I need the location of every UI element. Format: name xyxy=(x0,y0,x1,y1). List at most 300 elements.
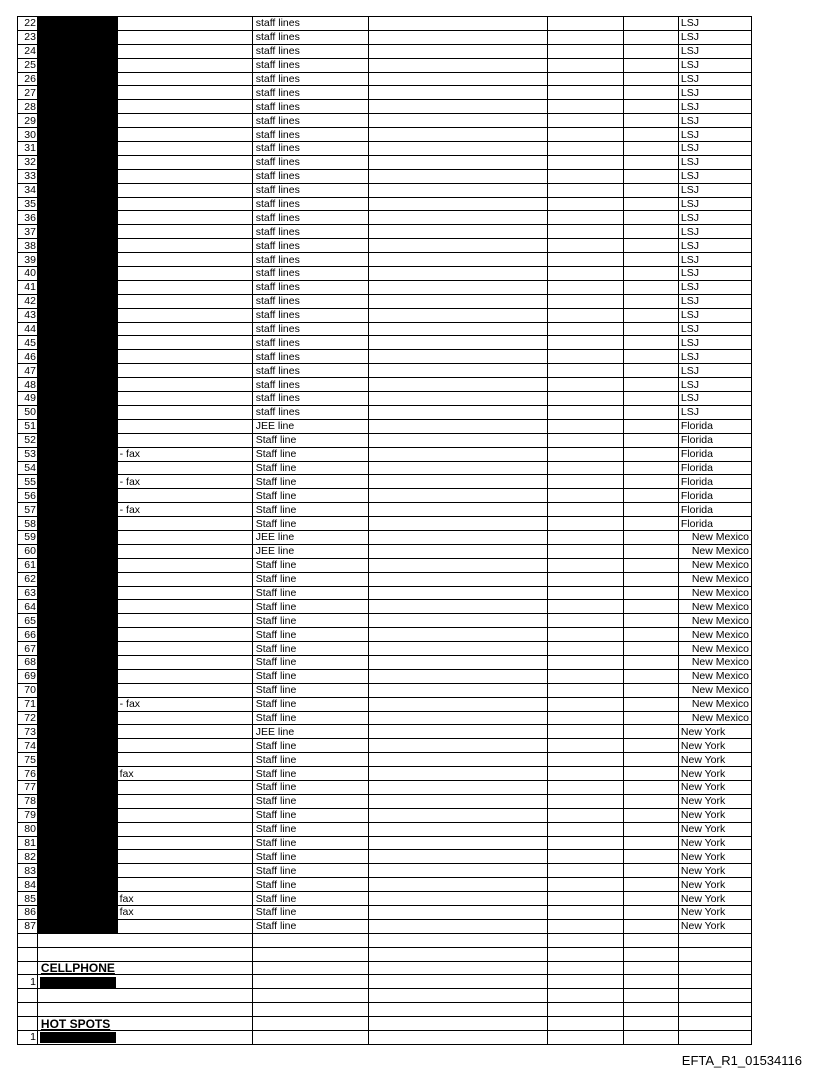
redacted-name xyxy=(37,711,117,725)
blank-cell xyxy=(18,933,38,947)
table-row xyxy=(18,517,752,531)
table-row xyxy=(18,822,752,836)
blank-cell xyxy=(623,336,678,350)
location: LSJ xyxy=(678,86,751,100)
blank-cell xyxy=(18,1017,38,1031)
table-row xyxy=(18,183,752,197)
row-note xyxy=(117,739,252,753)
line-type: staff lines xyxy=(252,100,368,114)
table-row xyxy=(18,767,752,781)
row-note xyxy=(117,836,252,850)
blank-cell xyxy=(368,780,547,794)
row-note xyxy=(117,211,252,225)
row-note xyxy=(117,878,252,892)
blank-cell xyxy=(368,989,547,1003)
row-note: - fax xyxy=(117,697,252,711)
line-type: staff lines xyxy=(252,169,368,183)
blank-cell xyxy=(368,142,547,156)
line-type: JEE line xyxy=(252,544,368,558)
line-type: Staff line xyxy=(252,739,368,753)
redacted-name xyxy=(37,864,117,878)
blank-cell xyxy=(368,294,547,308)
location: New Mexico xyxy=(678,544,751,558)
row-note xyxy=(117,378,252,392)
blank-cell xyxy=(368,572,547,586)
table-row xyxy=(18,572,752,586)
line-type: staff lines xyxy=(252,86,368,100)
blank-cell xyxy=(548,919,623,933)
redacted-name xyxy=(37,544,117,558)
location: Florida xyxy=(678,433,751,447)
blank-cell xyxy=(623,239,678,253)
location: New Mexico xyxy=(678,614,751,628)
blank-cell xyxy=(18,961,38,975)
location: LSJ xyxy=(678,322,751,336)
blank-cell xyxy=(678,1031,751,1045)
row-number: 53 xyxy=(18,447,38,461)
blank-row xyxy=(18,989,752,1003)
line-type: staff lines xyxy=(252,30,368,44)
row-note xyxy=(117,614,252,628)
table-row xyxy=(18,864,752,878)
line-type: staff lines xyxy=(252,350,368,364)
redacted-name xyxy=(37,669,117,683)
row-number: 41 xyxy=(18,280,38,294)
blank-cell xyxy=(623,669,678,683)
location: Florida xyxy=(678,489,751,503)
table-row xyxy=(18,780,752,794)
blank-cell xyxy=(548,767,623,781)
location: New Mexico xyxy=(678,711,751,725)
table-row xyxy=(18,211,752,225)
blank-cell xyxy=(623,308,678,322)
location: New York xyxy=(678,739,751,753)
row-note xyxy=(117,350,252,364)
blank-cell xyxy=(368,17,547,31)
blank-cell xyxy=(623,780,678,794)
row-number: 35 xyxy=(18,197,38,211)
table-row xyxy=(18,850,752,864)
row-number: 52 xyxy=(18,433,38,447)
redacted-name xyxy=(37,142,117,156)
redaction-bar xyxy=(40,977,116,988)
blank-cell xyxy=(548,58,623,72)
blank-cell xyxy=(623,558,678,572)
blank-cell xyxy=(623,739,678,753)
row-note xyxy=(117,489,252,503)
row-number: 29 xyxy=(18,114,38,128)
blank-cell xyxy=(252,989,368,1003)
row-note xyxy=(117,225,252,239)
location: LSJ xyxy=(678,17,751,31)
blank-cell xyxy=(368,100,547,114)
location: LSJ xyxy=(678,308,751,322)
blank-cell xyxy=(368,906,547,920)
location: LSJ xyxy=(678,225,751,239)
redacted-name xyxy=(37,30,117,44)
blank-cell xyxy=(368,1003,547,1017)
location: New York xyxy=(678,919,751,933)
blank-cell xyxy=(548,711,623,725)
table-row xyxy=(18,364,752,378)
row-note xyxy=(117,100,252,114)
row-number: 83 xyxy=(18,864,38,878)
blank-cell xyxy=(548,405,623,419)
blank-cell xyxy=(623,975,678,989)
row-note xyxy=(117,280,252,294)
table-row xyxy=(18,128,752,142)
location: Florida xyxy=(678,419,751,433)
blank-cell xyxy=(548,1017,623,1031)
blank-cell xyxy=(368,44,547,58)
location: New York xyxy=(678,753,751,767)
blank-cell xyxy=(368,169,547,183)
location: New Mexico xyxy=(678,697,751,711)
row-note xyxy=(117,642,252,656)
table-row xyxy=(18,669,752,683)
row-note xyxy=(117,530,252,544)
row-number: 67 xyxy=(18,642,38,656)
location: New York xyxy=(678,836,751,850)
location: LSJ xyxy=(678,392,751,406)
blank-cell xyxy=(548,739,623,753)
line-type: Staff line xyxy=(252,780,368,794)
row-note xyxy=(117,544,252,558)
location: New Mexico xyxy=(678,586,751,600)
blank-cell xyxy=(623,906,678,920)
line-type: staff lines xyxy=(252,72,368,86)
redacted-name xyxy=(37,197,117,211)
blank-cell xyxy=(368,850,547,864)
location: LSJ xyxy=(678,239,751,253)
blank-cell xyxy=(623,142,678,156)
table-row xyxy=(18,433,752,447)
row-note xyxy=(117,405,252,419)
row-number: 46 xyxy=(18,350,38,364)
blank-cell xyxy=(623,44,678,58)
redacted-name xyxy=(37,392,117,406)
blank-cell xyxy=(623,544,678,558)
blank-cell xyxy=(623,517,678,531)
table-row xyxy=(18,30,752,44)
redacted-name xyxy=(37,308,117,322)
line-type: staff lines xyxy=(252,322,368,336)
redacted-name xyxy=(37,336,117,350)
blank-cell xyxy=(368,225,547,239)
row-note xyxy=(117,267,252,281)
cellphone-section-header xyxy=(18,961,752,975)
blank-cell xyxy=(623,461,678,475)
row-number: 32 xyxy=(18,155,38,169)
hotspots-section-header xyxy=(18,1017,752,1031)
row-note xyxy=(117,30,252,44)
blank-cell xyxy=(548,600,623,614)
location: New Mexico xyxy=(678,669,751,683)
redacted-name xyxy=(37,447,117,461)
location: New York xyxy=(678,878,751,892)
blank-cell xyxy=(368,253,547,267)
line-type: staff lines xyxy=(252,183,368,197)
table-row xyxy=(18,419,752,433)
blank-cell xyxy=(548,530,623,544)
row-note xyxy=(117,197,252,211)
blank-cell xyxy=(368,267,547,281)
row-number: 79 xyxy=(18,808,38,822)
location: LSJ xyxy=(678,72,751,86)
redacted-name xyxy=(37,725,117,739)
blank-row xyxy=(18,933,752,947)
redacted-name xyxy=(37,461,117,475)
line-type: Staff line xyxy=(252,614,368,628)
blank-cell xyxy=(368,600,547,614)
blank-cell xyxy=(678,975,751,989)
line-type: Staff line xyxy=(252,850,368,864)
blank-cell xyxy=(548,753,623,767)
blank-cell xyxy=(548,975,623,989)
table-row xyxy=(18,530,752,544)
line-type: Staff line xyxy=(252,697,368,711)
redacted-name xyxy=(37,280,117,294)
row-note xyxy=(117,822,252,836)
blank-cell xyxy=(368,947,547,961)
blank-cell xyxy=(623,364,678,378)
location: LSJ xyxy=(678,350,751,364)
line-type: Staff line xyxy=(252,475,368,489)
blank-cell xyxy=(548,725,623,739)
table-row xyxy=(18,544,752,558)
blank-cell xyxy=(252,1003,368,1017)
blank-cell xyxy=(548,780,623,794)
table-row xyxy=(18,225,752,239)
line-type: JEE line xyxy=(252,530,368,544)
row-number: 84 xyxy=(18,878,38,892)
blank-cell xyxy=(37,947,252,961)
blank-cell xyxy=(368,30,547,44)
row-number: 81 xyxy=(18,836,38,850)
redacted-name xyxy=(37,155,117,169)
blank-cell xyxy=(368,405,547,419)
row-note xyxy=(117,364,252,378)
row-note xyxy=(117,655,252,669)
blank-cell xyxy=(548,1003,623,1017)
cellphone-row xyxy=(18,975,752,989)
blank-cell xyxy=(678,1017,751,1031)
location: New Mexico xyxy=(678,530,751,544)
row-note: fax xyxy=(117,906,252,920)
line-type: Staff line xyxy=(252,892,368,906)
row-number: 27 xyxy=(18,86,38,100)
blank-cell xyxy=(368,892,547,906)
blank-cell xyxy=(368,919,547,933)
blank-cell xyxy=(623,767,678,781)
blank-cell xyxy=(368,336,547,350)
blank-cell xyxy=(368,322,547,336)
row-note xyxy=(117,669,252,683)
row-number: 70 xyxy=(18,683,38,697)
blank-cell xyxy=(368,586,547,600)
blank-cell xyxy=(548,683,623,697)
location: New York xyxy=(678,767,751,781)
line-type: Staff line xyxy=(252,753,368,767)
redacted-name xyxy=(37,364,117,378)
redacted-name xyxy=(37,169,117,183)
blank-cell xyxy=(623,864,678,878)
blank-cell xyxy=(368,614,547,628)
location: LSJ xyxy=(678,169,751,183)
row-note xyxy=(117,586,252,600)
blank-cell xyxy=(623,114,678,128)
table-row xyxy=(18,280,752,294)
blank-cell xyxy=(548,822,623,836)
line-type: Staff line xyxy=(252,878,368,892)
table-row xyxy=(18,794,752,808)
redacted-name xyxy=(37,558,117,572)
blank-cell xyxy=(548,697,623,711)
row-number: 34 xyxy=(18,183,38,197)
redacted-name xyxy=(37,419,117,433)
row-number: 76 xyxy=(18,767,38,781)
row-note xyxy=(117,919,252,933)
blank-cell xyxy=(548,350,623,364)
location: LSJ xyxy=(678,336,751,350)
line-type: staff lines xyxy=(252,197,368,211)
blank-cell xyxy=(368,503,547,517)
blank-cell xyxy=(548,419,623,433)
row-note xyxy=(117,517,252,531)
row-number: 82 xyxy=(18,850,38,864)
redacted-name xyxy=(37,919,117,933)
blank-cell xyxy=(548,239,623,253)
redacted-entry xyxy=(37,1031,252,1045)
line-type: staff lines xyxy=(252,58,368,72)
table-row xyxy=(18,322,752,336)
table-row xyxy=(18,461,752,475)
location: Florida xyxy=(678,517,751,531)
blank-cell xyxy=(368,419,547,433)
location: New Mexico xyxy=(678,572,751,586)
blank-cell xyxy=(623,878,678,892)
row-number: 51 xyxy=(18,419,38,433)
table-row xyxy=(18,405,752,419)
redacted-name xyxy=(37,822,117,836)
table-row xyxy=(18,378,752,392)
table-row xyxy=(18,86,752,100)
redacted-name xyxy=(37,433,117,447)
blank-cell xyxy=(623,322,678,336)
row-number: 85 xyxy=(18,892,38,906)
blank-cell xyxy=(548,808,623,822)
redacted-name xyxy=(37,350,117,364)
row-number: 45 xyxy=(18,336,38,350)
blank-cell xyxy=(368,183,547,197)
table-row xyxy=(18,336,752,350)
blank-cell xyxy=(623,850,678,864)
blank-cell xyxy=(548,44,623,58)
blank-cell xyxy=(252,975,368,989)
phone-lines-table xyxy=(17,16,752,1045)
redacted-name xyxy=(37,489,117,503)
line-type: staff lines xyxy=(252,128,368,142)
row-number: 50 xyxy=(18,405,38,419)
redacted-name xyxy=(37,780,117,794)
blank-cell xyxy=(368,1031,547,1045)
redacted-name xyxy=(37,17,117,31)
blank-cell xyxy=(368,58,547,72)
table-row xyxy=(18,267,752,281)
blank-cell xyxy=(623,86,678,100)
table-row xyxy=(18,44,752,58)
blank-cell xyxy=(368,364,547,378)
blank-cell xyxy=(548,169,623,183)
line-type: Staff line xyxy=(252,447,368,461)
location: New York xyxy=(678,850,751,864)
blank-cell xyxy=(548,280,623,294)
table-row xyxy=(18,169,752,183)
blank-cell xyxy=(368,544,547,558)
redacted-name xyxy=(37,878,117,892)
blank-cell xyxy=(623,822,678,836)
row-number: 37 xyxy=(18,225,38,239)
table-row xyxy=(18,294,752,308)
blank-cell xyxy=(623,503,678,517)
table-row xyxy=(18,655,752,669)
blank-cell xyxy=(623,836,678,850)
blank-cell xyxy=(548,628,623,642)
line-type: Staff line xyxy=(252,836,368,850)
row-number: 39 xyxy=(18,253,38,267)
blank-cell xyxy=(623,58,678,72)
blank-cell xyxy=(623,433,678,447)
row-note xyxy=(117,44,252,58)
blank-cell xyxy=(623,100,678,114)
row-number: 28 xyxy=(18,100,38,114)
redacted-name xyxy=(37,697,117,711)
row-number: 24 xyxy=(18,44,38,58)
blank-cell xyxy=(548,655,623,669)
blank-cell xyxy=(18,1003,38,1017)
location: LSJ xyxy=(678,142,751,156)
blank-cell xyxy=(623,30,678,44)
blank-cell xyxy=(623,267,678,281)
row-number: 23 xyxy=(18,30,38,44)
blank-cell xyxy=(548,850,623,864)
row-number: 1 xyxy=(18,975,38,989)
row-note xyxy=(117,155,252,169)
blank-cell xyxy=(623,1003,678,1017)
blank-cell xyxy=(548,794,623,808)
blank-cell xyxy=(548,114,623,128)
blank-cell xyxy=(548,336,623,350)
row-note: - fax xyxy=(117,503,252,517)
location: LSJ xyxy=(678,100,751,114)
row-number: 58 xyxy=(18,517,38,531)
blank-cell xyxy=(548,447,623,461)
blank-cell xyxy=(548,642,623,656)
blank-cell xyxy=(252,933,368,947)
blank-cell xyxy=(623,808,678,822)
redacted-name xyxy=(37,183,117,197)
location: New Mexico xyxy=(678,558,751,572)
table-row xyxy=(18,892,752,906)
table-row xyxy=(18,919,752,933)
blank-cell xyxy=(368,878,547,892)
blank-cell xyxy=(623,753,678,767)
row-number: 87 xyxy=(18,919,38,933)
blank-cell xyxy=(623,392,678,406)
blank-cell xyxy=(548,906,623,920)
blank-cell xyxy=(623,1031,678,1045)
blank-cell xyxy=(678,961,751,975)
